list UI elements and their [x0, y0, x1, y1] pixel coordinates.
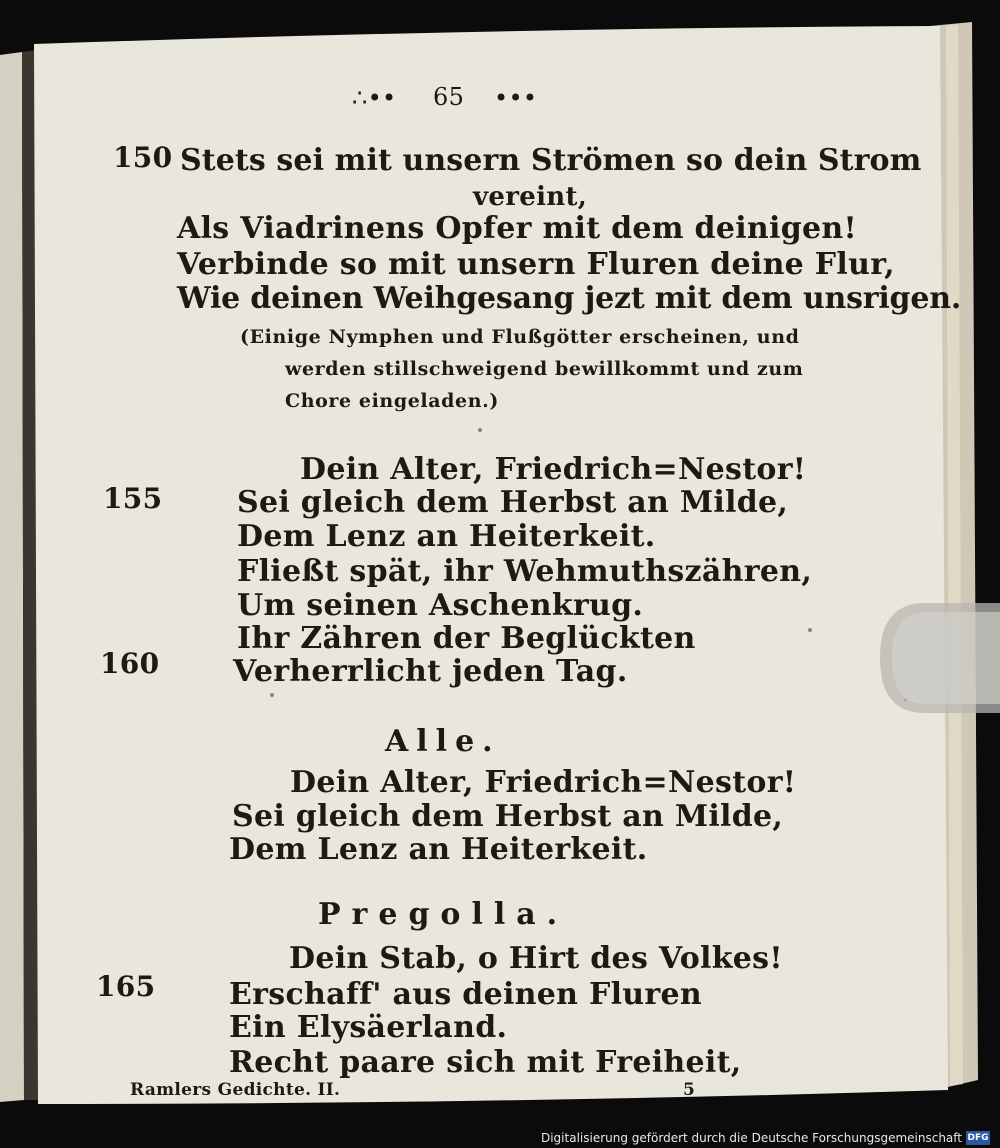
- verse-line: vereint,: [473, 182, 588, 212]
- line-number: 160: [100, 647, 160, 680]
- verse-line: Sei gleich dem Herbst an Milde,: [232, 799, 784, 834]
- verse-line: Dem Lenz an Heiterkeit.: [229, 832, 648, 867]
- verse-line: Als Viadrinens Opfer mit dem deinigen!: [177, 211, 857, 246]
- verse-line: Verherrlicht jeden Tag.: [233, 654, 628, 689]
- verse-line: Stets sei mit unsern Strömen so dein Strom: [180, 143, 922, 178]
- verse-line: Dem Lenz an Heiterkeit.: [237, 519, 656, 554]
- verse-line: Wie deinen Weihgesang jezt mit dem unsrigen.: [177, 281, 962, 316]
- line-number: 165: [96, 970, 156, 1003]
- running-head-ornament-left: ∴••: [352, 84, 397, 112]
- speaker-name: Pregolla.: [318, 897, 569, 932]
- verse-line: Um seinen Aschenkrug.: [237, 588, 644, 623]
- stage-direction-line: Chore eingeladen.): [285, 390, 499, 412]
- verse-line: Dein Alter, Friedrich=Nestor!: [300, 452, 807, 487]
- line-number: 150: [113, 141, 173, 174]
- page-clip: [880, 603, 1000, 713]
- digitization-credit: Digitalisierung gefördert durch die Deutsche Forschungsgemeinschaft: [540, 1131, 962, 1145]
- verse-line: Erschaff' aus deinen Fluren: [229, 977, 703, 1012]
- left-page-edge: [0, 52, 24, 1102]
- running-head-ornament-right: •••: [494, 84, 538, 112]
- signature-mark: 5: [683, 1080, 696, 1100]
- verse-line: Ein Elysäerland.: [229, 1010, 508, 1045]
- verse-line: Sei gleich dem Herbst an Milde,: [237, 485, 789, 520]
- verse-line: Recht paare sich mit Freiheit,: [229, 1045, 742, 1080]
- page-number: 65: [433, 83, 465, 111]
- verse-line: Dein Alter, Friedrich=Nestor!: [290, 765, 797, 800]
- line-number: 155: [103, 482, 163, 515]
- signature-text: Ramlers Gedichte. II.: [130, 1080, 341, 1100]
- dfg-logo: DFG: [967, 1133, 989, 1143]
- verse-line: Dein Stab, o Hirt des Volkes!: [289, 941, 783, 976]
- speaker-name: Alle.: [385, 724, 501, 759]
- stage-direction-line: werden stillschweigend bewillkommt und zum: [285, 358, 804, 380]
- verse-line: Fließt spät, ihr Wehmuthszähren,: [237, 554, 813, 589]
- verse-line: Verbinde so mit unsern Fluren deine Flur,: [177, 247, 895, 282]
- stage-direction-line: (Einige Nymphen und Flußgötter erscheinen, und: [240, 326, 800, 348]
- verse-line: Ihr Zähren der Beglückten: [237, 621, 696, 656]
